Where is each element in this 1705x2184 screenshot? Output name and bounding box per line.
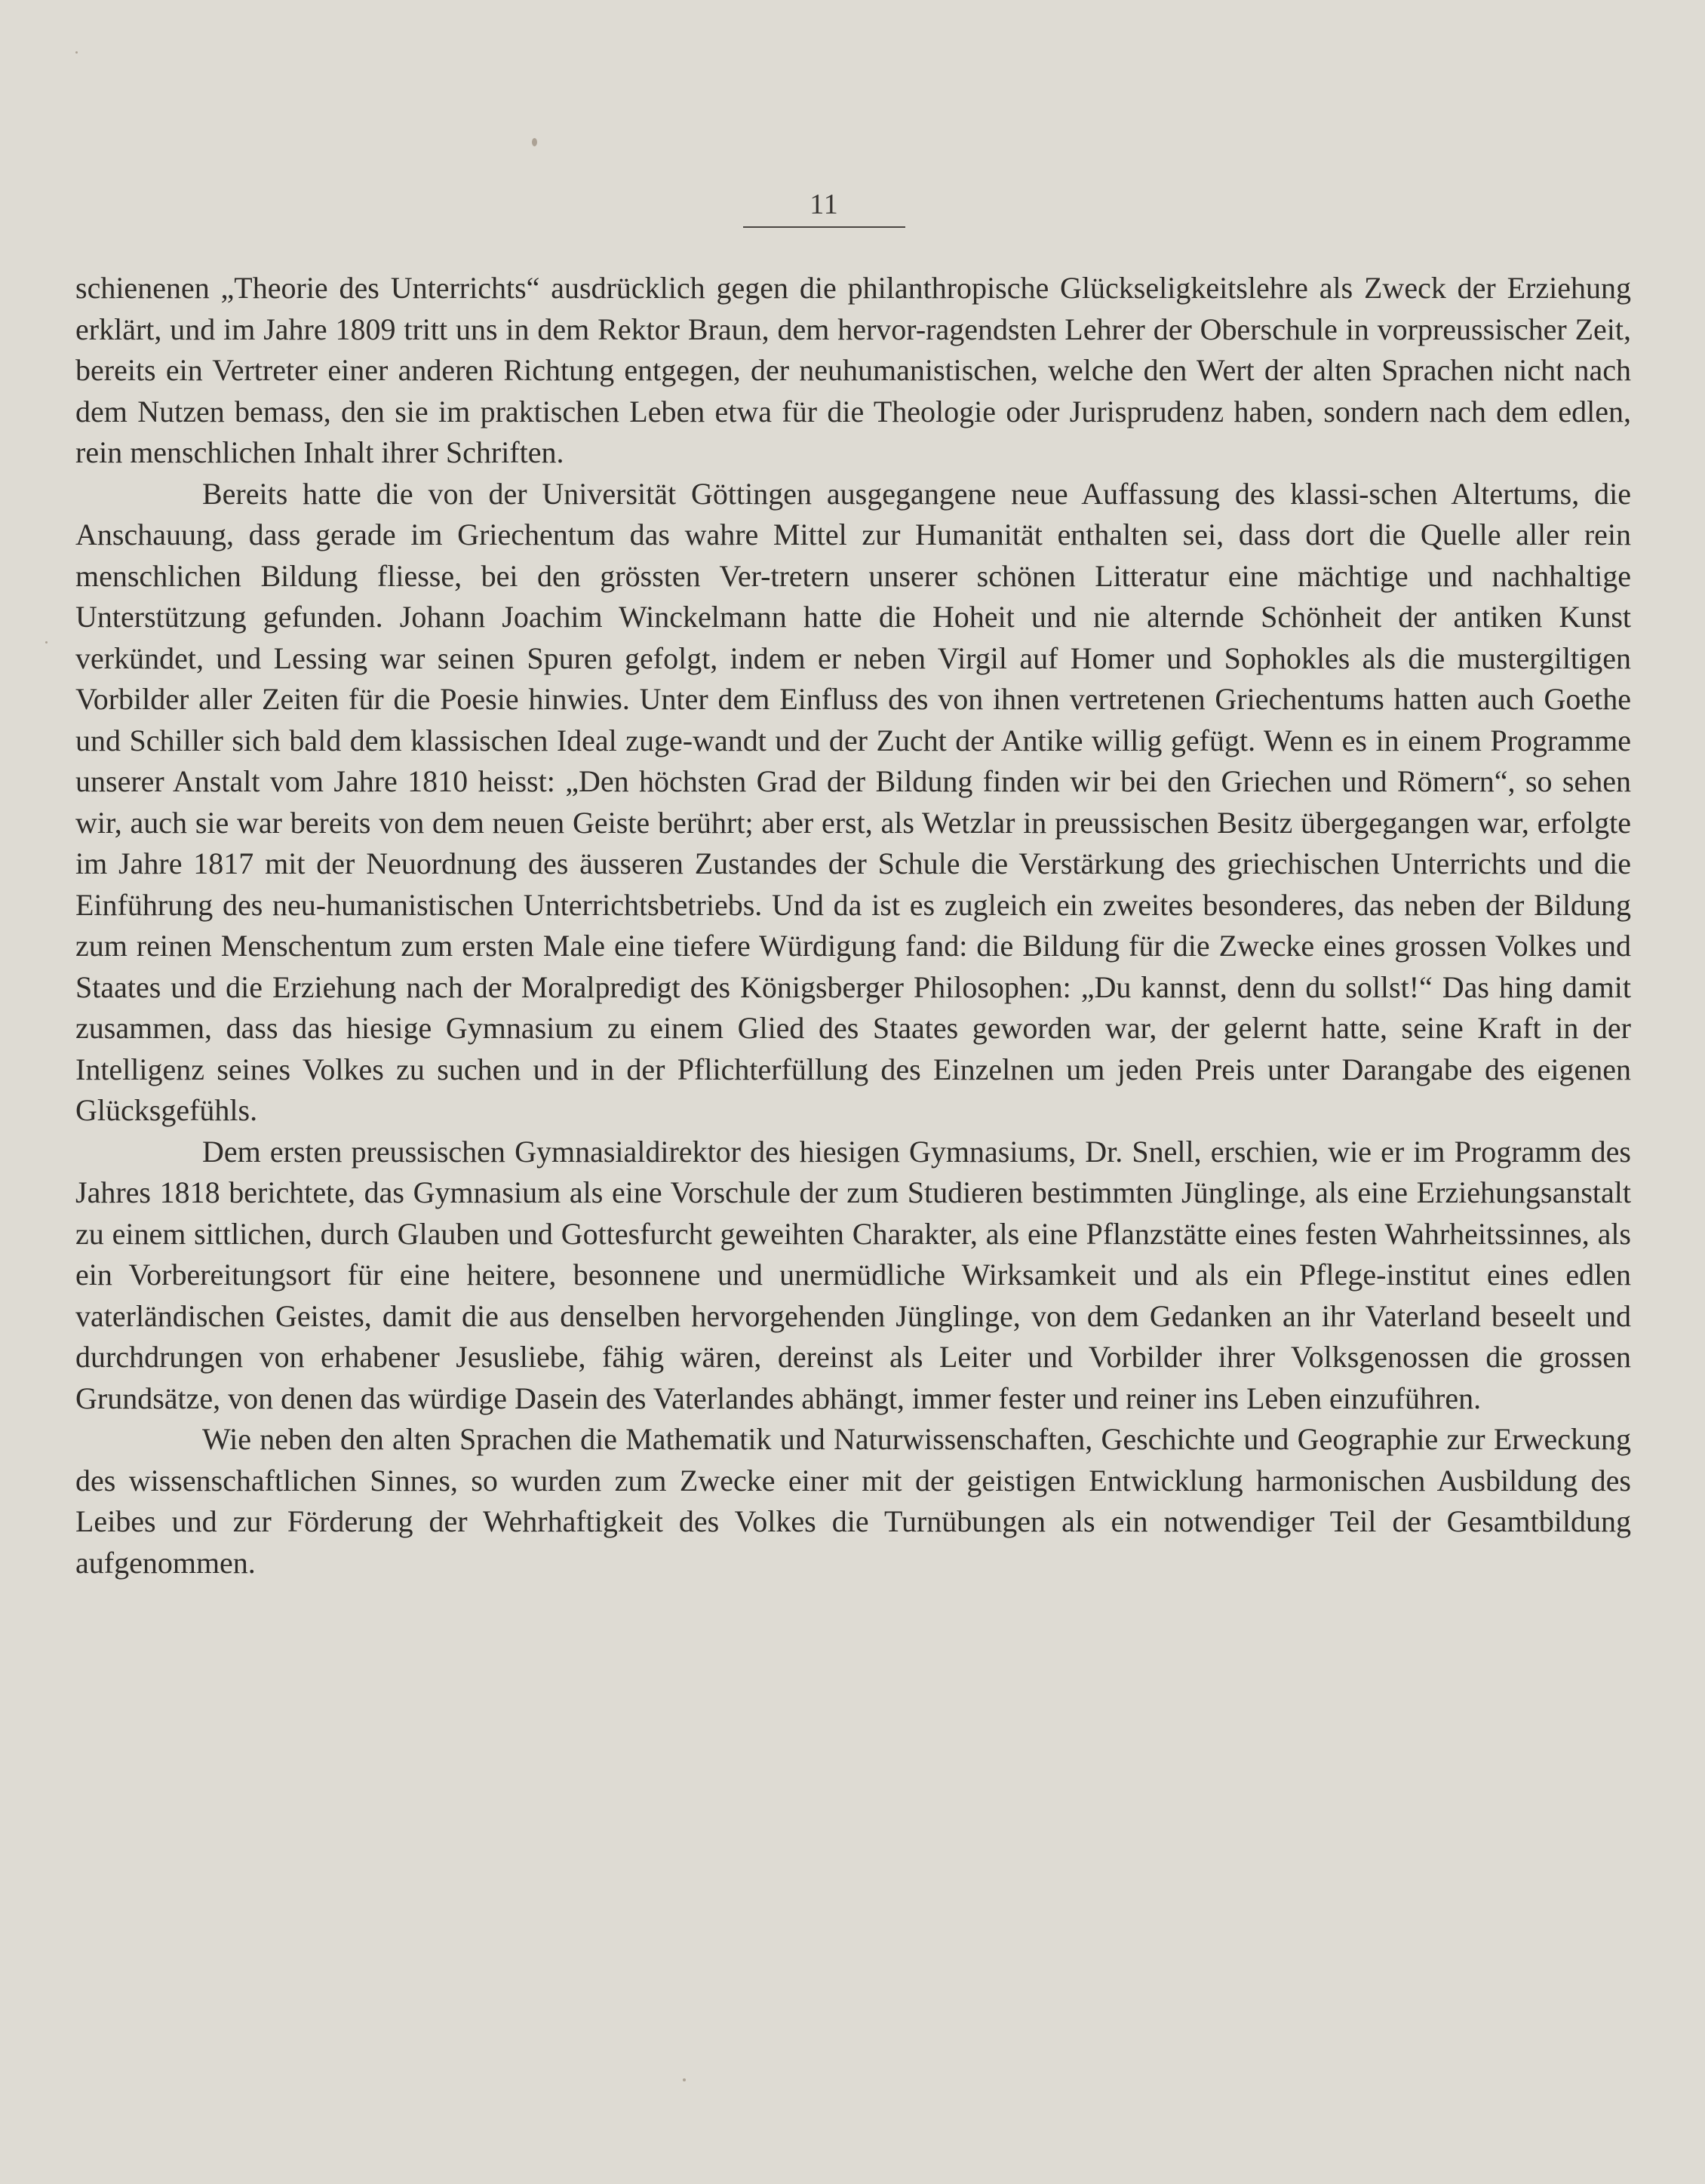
paragraph: Bereits hatte die von der Universität Göttingen ausgegangene neue Auffassung des klassi-schen Altertums, die Anschauung, dass gerade im Griechentum das wahre Mittel zur Humanität enthalten sei, dass dort die Quelle aller rein menschlichen Bildung fliesse, bei den grössten Ver-tretern unserer schönen Litteratur eine mächtige und nachhaltige Unterstützung gefunden. Johann Joachim Winckelmann hatte die Hoheit und nie alternde Schönheit der antiken Kunst verkündet, und Lessing war seinen Spuren gefolgt, indem er neben Virgil auf Homer und Sophokles als die mustergiltigen Vorbilder aller Zeiten für die Poesie hinwies. Unter dem Einfluss des von ihnen vertretenen Griechentums hatten auch Goethe und Schiller sich bald dem klassischen Ideal zuge-wandt und der Zucht der Antike willig gefügt. Wenn es in einem Programme unserer Anstalt vom Jahre 1810 heisst: „Den höchsten Grad der Bildung finden wir bei den Griechen und Römern“, so sehen wir, auch sie war bereits von dem neuen Geiste berührt; aber erst, als Wetzlar in preussischen Besitz übergegangen war, erfolgte im Jahre 1817 mit der Neuordnung des äusseren Zustandes der Schule die Verstärkung des griechischen Unterrichts und die Einführung des neu-humanistischen Unterrichtsbetriebs. Und da ist es zugleich ein zweites besonderes, das neben der Bildung zum reinen Menschentum zum ersten Male eine tiefere Würdigung fand: die Bildung für die Zwecke eines grossen Volkes und Staates und die Erziehung nach der Moralpredigt des Königsberger Philosophen: „Du kannst, denn du sollst!“ Das hing damit zusammen, dass das hiesige Gymnasium zu einem Glied des Staates geworden war, der gelernt hatte, seine Kraft in der Intelligenz seines Volkes zu suchen und in der Pflichterfüllung des Einzelnen um jeden Preis unter Darangabe des eigenen Glücksgefühls. — [75, 476, 1631, 1127]
body-text — [75, 268, 1631, 1583]
paper-speck — [532, 138, 537, 146]
paper-speck — [75, 51, 78, 54]
paragraph: Wie neben den alten Sprachen die Mathematik und Naturwissenschaften, Geschichte und Geographie zur Erweckung des wissenschaftlichen Sinnes, so wurden zum Zwecke einer mit der geistigen Entwicklung harmonischen Ausbildung des Leibes und zur Förderung der Wehrhaftigkeit des Volkes die Turnübungen als ein notwendiger Teil der Gesamtbildung aufgenommen. — [75, 1422, 1631, 1580]
page-number: 11 — [809, 189, 839, 220]
page-number-rule — [743, 226, 905, 228]
paragraph-continued: schienenen „Theorie des Unterrichts“ ausdrücklich gegen die philanthropische Glückseligkeitslehre als Zweck der Erziehung erklärt, und im Jahre 1809 tritt uns in dem Rektor Braun, dem hervor-ragendsten Lehrer der Oberschule in vorpreussischer Zeit, bereits ein Vertreter einer anderen Richtung entgegen, der neuhumanistischen, welche den Wert der alten Sprachen nicht nach dem Nutzen bemass, den sie im praktischen Leben etwa für die Theologie oder Jurisprudenz haben, sondern nach dem edlen, rein menschlichen Inhalt ihrer Schriften. — [75, 271, 1631, 469]
paper-speck — [45, 641, 48, 644]
paper-speck — [683, 2078, 686, 2081]
paragraph: Dem ersten preussischen Gymnasialdirektor des hiesigen Gymnasiums, Dr. Snell, erschien, wie er im Programm des Jahres 1818 berichtete, das Gymnasium als eine Vorschule der zum Studieren bestimmten Jünglinge, als eine Erziehungsanstalt zu einem sittlichen, durch Glauben und Gottesfurcht geweihten Charakter, als eine Pflanzstätte eines festen Wahrheitssinnes, als ein Vorbereitungsort für eine heitere, besonnene und unermüdliche Wirksamkeit und als ein Pflege-institut eines edlen vaterländischen Geistes, damit die aus denselben hervorgehenden Jünglinge, von dem Gedanken an ihr Vaterland beseelt und durchdrungen von erhabener Jesusliebe, fähig wären, dereinst als Leiter und Vorbilder ihrer Volksgenossen die grossen Grundsätze, von denen das würdige Dasein des Vaterlandes abhängt, immer fester und reiner ins Leben einzuführen. — [75, 1134, 1631, 1415]
